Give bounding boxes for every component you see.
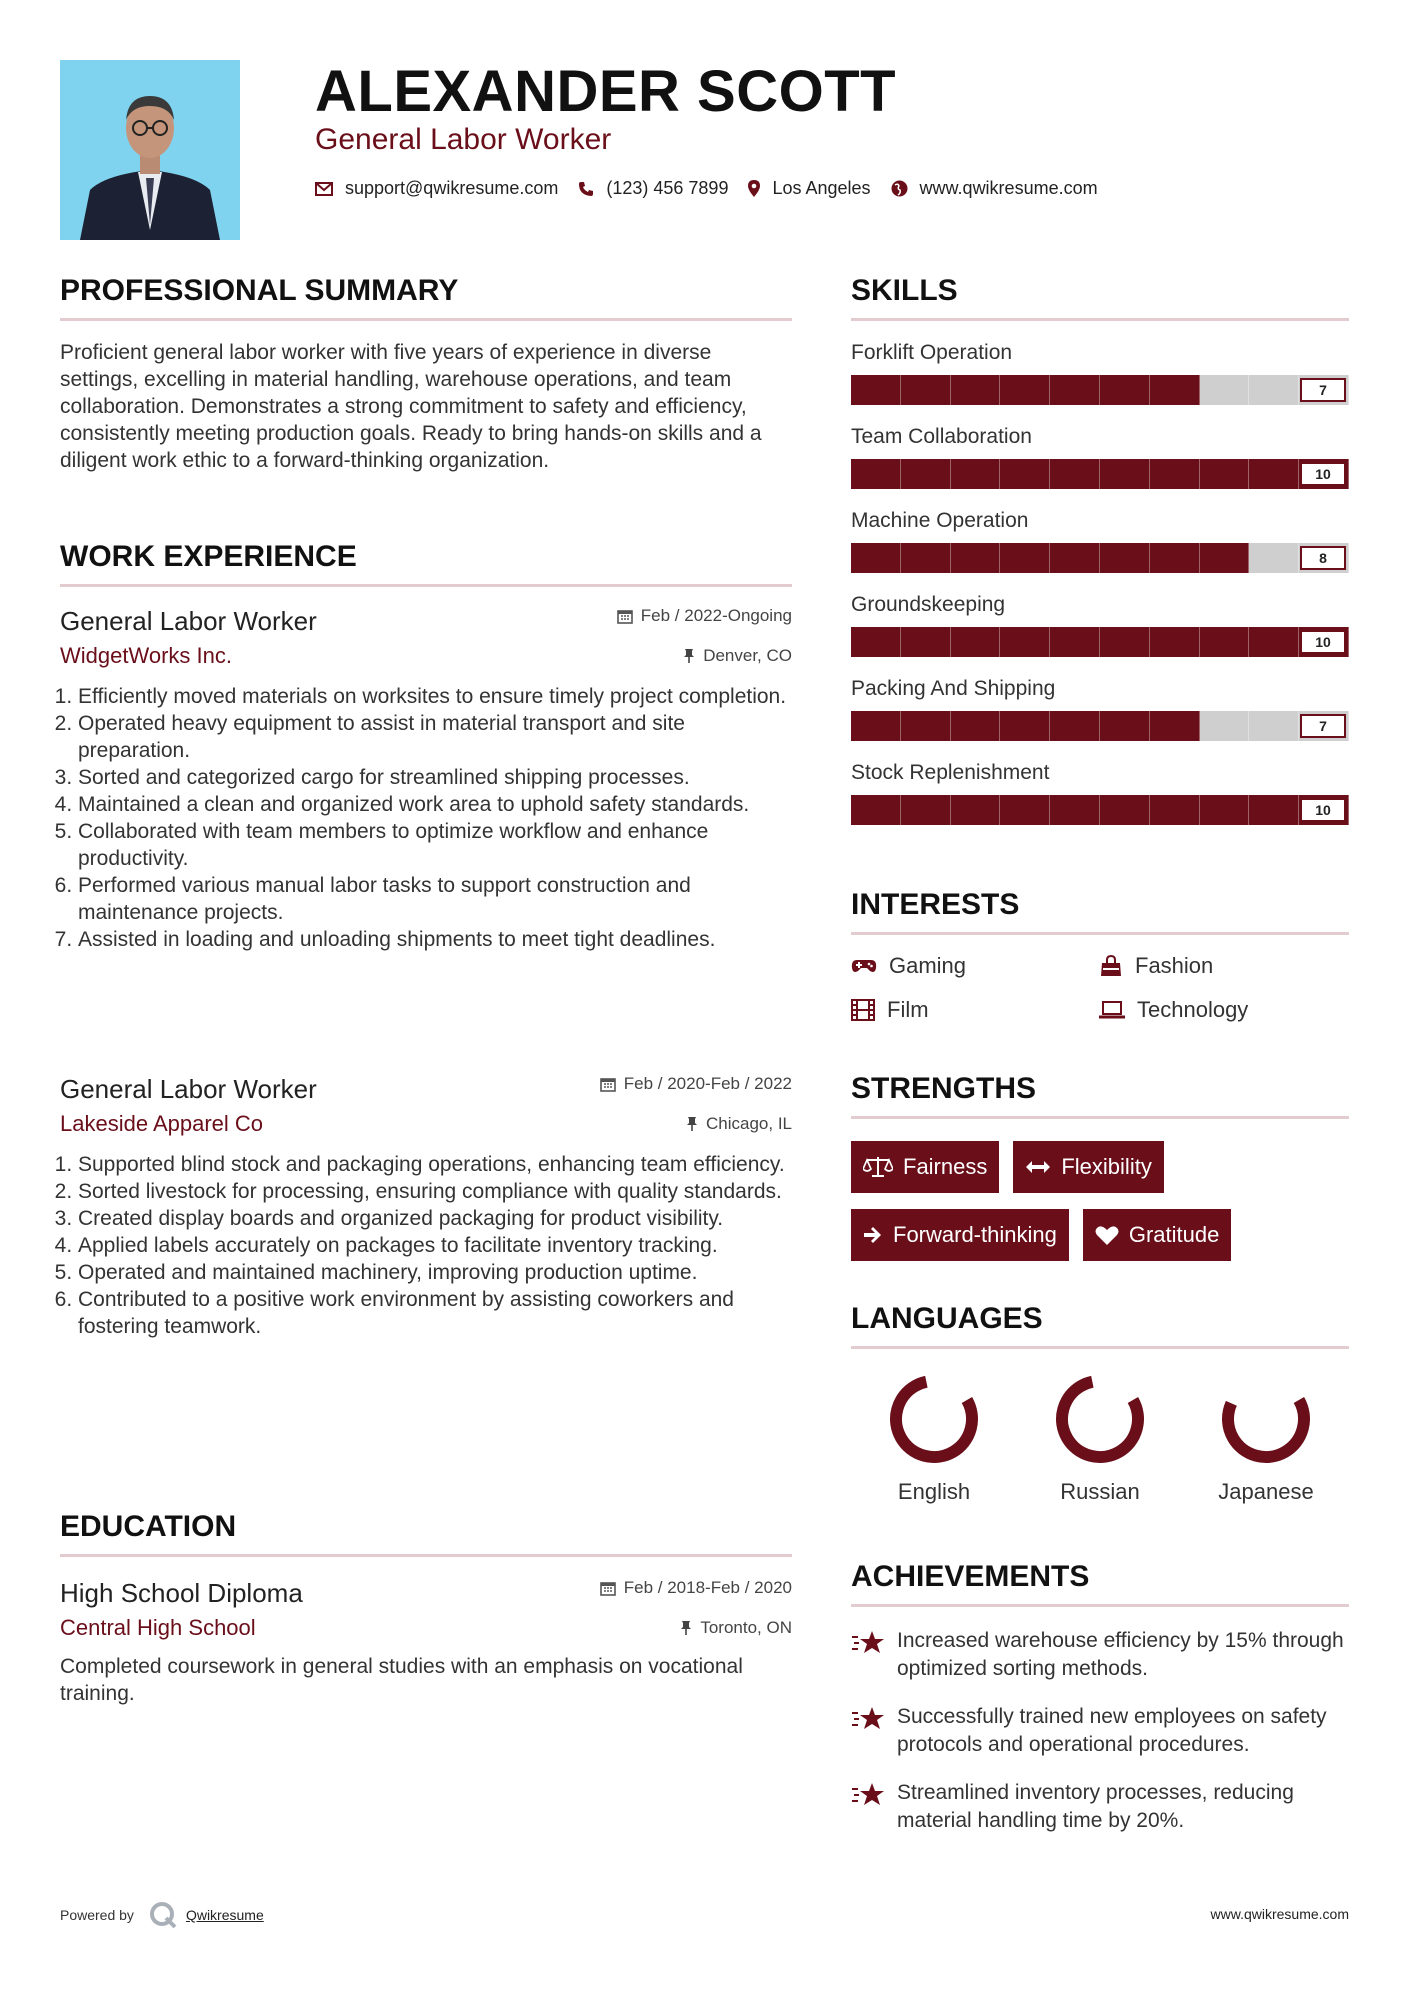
achievement-text: Increased warehouse efficiency by 15% through optimized sorting methods. bbox=[897, 1629, 1344, 1680]
interest-item bbox=[1099, 953, 1347, 979]
language-level-arc bbox=[1218, 1371, 1314, 1467]
school-name: Central High School bbox=[60, 1615, 256, 1640]
skill-name: Team Collaboration bbox=[851, 425, 1032, 448]
skill-bar-segment bbox=[1050, 711, 1100, 741]
strength-tag bbox=[1083, 1209, 1232, 1261]
skills-section bbox=[851, 274, 1349, 825]
achievements-heading: ACHIEVEMENTS bbox=[851, 1560, 1349, 1607]
job-dates bbox=[617, 606, 792, 626]
skill-bar-segment bbox=[1249, 711, 1299, 741]
skill-bar-segment bbox=[951, 711, 1001, 741]
languages-section bbox=[851, 1302, 1349, 1505]
education-entry bbox=[60, 1578, 792, 1707]
language-name: Russian bbox=[1060, 1479, 1140, 1504]
skill-bar-segment bbox=[1200, 795, 1250, 825]
strength-label: Flexibility bbox=[1061, 1154, 1152, 1179]
language-proficiency-ring bbox=[1052, 1371, 1148, 1467]
language-proficiency-ring bbox=[886, 1371, 982, 1467]
achievement-item bbox=[851, 1703, 1349, 1759]
achievement-text: Streamlined inventory processes, reducing material handling time by 20%. bbox=[897, 1781, 1294, 1832]
skill-bar-segment bbox=[851, 711, 901, 741]
skill-bar-segment bbox=[851, 375, 901, 405]
skill-bar-segment bbox=[1000, 795, 1050, 825]
company-name: WidgetWorks Inc. bbox=[60, 643, 232, 668]
strength-tag bbox=[851, 1141, 999, 1193]
education-dates-text: Feb / 2018-Feb / 2020 bbox=[623, 1578, 792, 1597]
contact-email[interactable] bbox=[315, 178, 558, 199]
interest-item bbox=[851, 953, 1099, 979]
skill-level-bar bbox=[851, 543, 1349, 573]
skill-level-bar bbox=[851, 711, 1349, 741]
job-dates-text: Feb / 2020-Feb / 2022 bbox=[623, 1074, 792, 1093]
skill-name: Stock Replenishment bbox=[851, 761, 1050, 784]
brand-link[interactable]: Qwikresume bbox=[185, 1907, 264, 1923]
skill-bar-segment bbox=[1200, 711, 1250, 741]
experience-heading: WORK EXPERIENCE bbox=[60, 540, 792, 587]
skill-bar-segment bbox=[1100, 627, 1150, 657]
email-text: support@qwikresume.com bbox=[345, 178, 559, 198]
job-responsibilities bbox=[60, 683, 792, 953]
skill-bar-segment bbox=[951, 543, 1001, 573]
laptop-icon bbox=[1099, 1001, 1125, 1019]
shooting-star-icon bbox=[851, 1781, 885, 1807]
skill-item bbox=[851, 677, 1349, 741]
skill-item bbox=[851, 425, 1349, 489]
shopping-bag-icon bbox=[1099, 955, 1123, 977]
skill-bar-segment bbox=[1150, 795, 1200, 825]
pushpin-icon bbox=[683, 648, 695, 664]
skill-bar-segment bbox=[951, 795, 1001, 825]
skill-bar-segment bbox=[1000, 543, 1050, 573]
experience-section bbox=[60, 540, 792, 587]
education-description: Completed coursework in general studies with an emphasis on vocational training. bbox=[60, 1655, 743, 1705]
skill-bar-segment bbox=[1150, 627, 1200, 657]
job-dates bbox=[600, 1074, 792, 1094]
calendar-icon bbox=[600, 1076, 616, 1092]
interest-label: Film bbox=[887, 997, 929, 1022]
skill-bar-segment bbox=[901, 543, 951, 573]
skill-level-bar bbox=[851, 795, 1349, 825]
job-location bbox=[686, 1114, 792, 1134]
achievements-section bbox=[851, 1560, 1349, 1835]
skill-item bbox=[851, 509, 1349, 573]
skill-item bbox=[851, 761, 1349, 825]
languages-list bbox=[851, 1371, 1349, 1505]
achievement-item bbox=[851, 1779, 1349, 1835]
skill-bar-segment bbox=[951, 459, 1001, 489]
heart-icon bbox=[1095, 1225, 1119, 1246]
gamepad-icon bbox=[851, 958, 877, 974]
skill-bar-segment bbox=[1150, 543, 1200, 573]
achievement-item bbox=[851, 1627, 1349, 1683]
language-name: English bbox=[897, 1479, 971, 1504]
film-icon bbox=[851, 999, 875, 1021]
interest-item bbox=[851, 997, 1099, 1023]
list-item: 1. Supported blind stock and packaging operations, enhancing team efficiency. bbox=[78, 1151, 792, 1178]
education-section bbox=[60, 1510, 792, 1557]
skill-bar-segment bbox=[1050, 795, 1100, 825]
language-level-arc bbox=[886, 1371, 982, 1467]
skill-bar-segment bbox=[1249, 627, 1299, 657]
strength-label: Fairness bbox=[903, 1154, 988, 1179]
job-location-text: Chicago, IL bbox=[706, 1114, 792, 1133]
calendar-icon bbox=[600, 1580, 616, 1596]
footer-website[interactable]: www.qwikresume.com bbox=[1210, 1906, 1349, 1922]
skill-level-bar bbox=[851, 375, 1349, 405]
languages-heading: LANGUAGES bbox=[851, 1302, 1349, 1349]
skill-bar-segment bbox=[1249, 459, 1299, 489]
arrow-right-icon bbox=[863, 1226, 883, 1244]
pushpin-icon bbox=[686, 1116, 698, 1132]
qwikresume-logo-icon bbox=[148, 1900, 178, 1930]
language-name: Japanese bbox=[1218, 1479, 1314, 1504]
job-title: General Labor Worker bbox=[60, 1074, 317, 1104]
envelope-icon bbox=[315, 182, 333, 196]
language-level-arc bbox=[1052, 1371, 1148, 1467]
skill-name: Groundskeeping bbox=[851, 593, 1006, 616]
skill-bar-segment bbox=[1000, 627, 1050, 657]
skill-name: Forklift Operation bbox=[851, 341, 1013, 364]
strengths-heading: STRENGTHS bbox=[851, 1072, 1349, 1119]
skill-bar-segment bbox=[851, 543, 901, 573]
skill-bar-segment bbox=[1050, 543, 1100, 573]
interests-heading: INTERESTS bbox=[851, 888, 1349, 935]
summary-heading: PROFESSIONAL SUMMARY bbox=[60, 274, 792, 321]
skill-bar-segment bbox=[1200, 459, 1250, 489]
skill-bar-segment bbox=[1050, 459, 1100, 489]
list-item: 5. Collaborated with team members to optimize workflow and enhance productivity. bbox=[78, 818, 792, 872]
list-item: 5. Operated and maintained machinery, improving production uptime. bbox=[78, 1259, 792, 1286]
map-marker-icon bbox=[748, 180, 760, 197]
candidate-role: General Labor Worker bbox=[315, 123, 612, 156]
interest-label: Fashion bbox=[1135, 953, 1214, 978]
summary-section bbox=[60, 274, 792, 474]
skill-bar-segment bbox=[901, 711, 951, 741]
skill-bar-segment bbox=[851, 795, 901, 825]
shooting-star-icon bbox=[851, 1705, 885, 1731]
education-location-text: Toronto, ON bbox=[700, 1618, 792, 1637]
skill-level-bar bbox=[851, 459, 1349, 489]
skill-bar-segment bbox=[1150, 459, 1200, 489]
skill-bar-segment bbox=[1200, 375, 1250, 405]
contact-phone[interactable] bbox=[578, 178, 728, 199]
skill-score-badge: 7 bbox=[1300, 378, 1346, 402]
skill-bar-segment bbox=[951, 627, 1001, 657]
contact-bar bbox=[315, 178, 1118, 199]
degree-title: High School Diploma bbox=[60, 1578, 303, 1608]
interests-section bbox=[851, 888, 1349, 1023]
list-item: 3. Sorted and categorized cargo for streamlined shipping processes. bbox=[78, 764, 792, 791]
language-item bbox=[1183, 1371, 1349, 1505]
arrows-horizontal-icon bbox=[1025, 1160, 1051, 1174]
skill-bar-segment bbox=[1249, 375, 1299, 405]
candidate-name: ALEXANDER SCOTT bbox=[315, 59, 897, 124]
language-proficiency-ring bbox=[1218, 1371, 1314, 1467]
list-item: 1. Efficiently moved materials on worksites to ensure timely project completion. bbox=[78, 683, 792, 710]
phone-text: (123) 456 7899 bbox=[606, 178, 729, 198]
skill-bar-segment bbox=[1150, 375, 1200, 405]
strength-tag bbox=[851, 1209, 1069, 1261]
company-name: Lakeside Apparel Co bbox=[60, 1111, 264, 1136]
skill-bar-segment bbox=[1249, 543, 1299, 573]
strength-label: Gratitude bbox=[1128, 1222, 1220, 1247]
list-item: 6. Performed various manual labor tasks to support construction and maintenance projects. bbox=[78, 872, 792, 926]
skill-name: Machine Operation bbox=[851, 509, 1029, 532]
skill-bar-segment bbox=[1050, 375, 1100, 405]
strengths-section bbox=[851, 1072, 1349, 1261]
skill-level-bar bbox=[851, 627, 1349, 657]
job-location-text: Denver, CO bbox=[703, 646, 792, 665]
skills-heading: SKILLS bbox=[851, 274, 1349, 321]
skill-item bbox=[851, 341, 1349, 405]
skill-bar-segment bbox=[1100, 375, 1150, 405]
job-dates-text: Feb / 2022-Ongoing bbox=[640, 606, 792, 625]
skill-bar-segment bbox=[1100, 711, 1150, 741]
skill-bar-segment bbox=[1000, 711, 1050, 741]
list-item: 2. Sorted livestock for processing, ensuring compliance with quality standards. bbox=[78, 1178, 792, 1205]
interest-label: Technology bbox=[1137, 997, 1249, 1022]
calendar-icon bbox=[617, 608, 633, 624]
job-entry bbox=[60, 1074, 792, 1340]
job-location bbox=[683, 646, 792, 666]
education-heading: EDUCATION bbox=[60, 1510, 792, 1557]
contact-location bbox=[748, 178, 870, 199]
education-dates bbox=[600, 1578, 792, 1598]
skill-bar-segment bbox=[1150, 711, 1200, 741]
skill-score-badge: 8 bbox=[1300, 546, 1346, 570]
language-item bbox=[1017, 1371, 1183, 1505]
skill-bar-segment bbox=[1200, 543, 1250, 573]
skill-bar-segment bbox=[901, 627, 951, 657]
website-text: www.qwikresume.com bbox=[919, 178, 1098, 198]
skill-bar-segment bbox=[1200, 627, 1250, 657]
skill-bar-segment bbox=[1000, 375, 1050, 405]
skill-score-badge: 10 bbox=[1300, 630, 1346, 654]
skill-bar-segment bbox=[901, 795, 951, 825]
shooting-star-icon bbox=[851, 1629, 885, 1655]
skill-bar-segment bbox=[1000, 459, 1050, 489]
skill-name: Packing And Shipping bbox=[851, 677, 1056, 700]
footer-branding bbox=[60, 1900, 264, 1930]
interest-label: Gaming bbox=[889, 953, 967, 978]
skills-list bbox=[851, 341, 1349, 825]
list-item: 6. Contributed to a positive work environment by assisting coworkers and fostering teamwork. bbox=[78, 1286, 792, 1340]
phone-icon bbox=[578, 181, 594, 197]
strength-label: Forward-thinking bbox=[893, 1222, 1057, 1247]
skill-bar-segment bbox=[851, 627, 901, 657]
skill-item bbox=[851, 593, 1349, 657]
job-title: General Labor Worker bbox=[60, 606, 317, 636]
skill-bar-segment bbox=[901, 459, 951, 489]
list-item: 4. Applied labels accurately on packages to facilitate inventory tracking. bbox=[78, 1232, 792, 1259]
profile-photo bbox=[60, 60, 240, 240]
list-item: 7. Assisted in loading and unloading shipments to meet tight deadlines. bbox=[78, 926, 792, 953]
globe-icon bbox=[891, 180, 908, 197]
skill-score-badge: 10 bbox=[1300, 462, 1346, 486]
skill-score-badge: 10 bbox=[1300, 798, 1346, 822]
achievement-text: Successfully trained new employees on safety protocols and operational procedures. bbox=[897, 1705, 1327, 1756]
skill-bar-segment bbox=[851, 459, 901, 489]
balance-scale-icon bbox=[863, 1156, 893, 1178]
education-location bbox=[680, 1618, 792, 1638]
skill-bar-segment bbox=[1100, 543, 1150, 573]
strength-tag bbox=[1013, 1141, 1163, 1193]
pushpin-icon bbox=[680, 1620, 692, 1636]
skill-bar-segment bbox=[1100, 795, 1150, 825]
contact-website[interactable] bbox=[891, 178, 1098, 199]
list-item: 3. Created display boards and organized packaging for product visibility. bbox=[78, 1205, 792, 1232]
job-responsibilities bbox=[60, 1151, 792, 1340]
skill-bar-segment bbox=[1050, 627, 1100, 657]
language-item bbox=[851, 1371, 1017, 1505]
skill-bar-segment bbox=[1249, 795, 1299, 825]
skill-score-badge: 7 bbox=[1300, 714, 1346, 738]
skill-bar-segment bbox=[951, 375, 1001, 405]
summary-text: Proficient general labor worker with five years of experience in diverse settings, excelling in material handling, warehouse operations, and team collaboration. Demonstrates a strong commitment to safety and efficiency, consistently meeting production goals. Ready to bring hands-on skills and a diligent work ethic to a forward-thinking organization. bbox=[60, 341, 762, 472]
job-entry bbox=[60, 606, 792, 953]
powered-by-label: Powered by bbox=[60, 1907, 134, 1923]
list-item: 4. Maintained a clean and organized work area to uphold safety standards. bbox=[78, 791, 792, 818]
skill-bar-segment bbox=[1100, 459, 1150, 489]
list-item: 2. Operated heavy equipment to assist in material transport and site preparation. bbox=[78, 710, 792, 764]
skill-bar-segment bbox=[901, 375, 951, 405]
location-text: Los Angeles bbox=[772, 178, 871, 198]
interest-item bbox=[1099, 997, 1347, 1023]
